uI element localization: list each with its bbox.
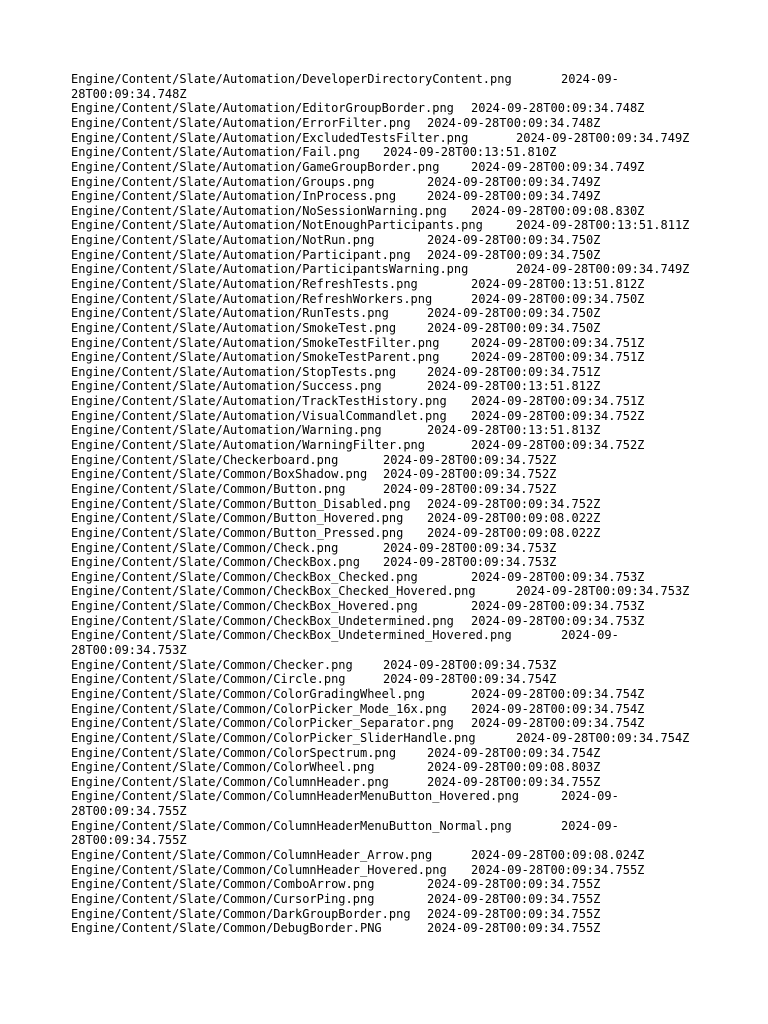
file-timestamp: 2024-09-28T00:09:08.022Z [427, 511, 601, 526]
file-timestamp: 2024-09-28T00:09:34.752Z [471, 408, 645, 423]
file-path: Engine/Content/Slate/Automation/Groups.png [71, 174, 375, 189]
file-path: Engine/Content/Slate/Automation/ExcludedTestsFilter.png [71, 130, 469, 145]
file-path: Engine/Content/Slate/Automation/StopTests.png [71, 364, 397, 379]
file-entry [71, 262, 711, 277]
file-entry [71, 145, 711, 160]
file-timestamp: 2024-09-28T00:09:34.751Z [471, 350, 645, 365]
file-entry [71, 321, 711, 336]
file-entry [71, 555, 711, 570]
file-entry [71, 394, 711, 409]
file-entry [71, 687, 711, 702]
file-path: Engine/Content/Slate/Automation/Success.png [71, 379, 382, 394]
file-path: Engine/Content/Slate/Automation/WarningFilter.png [71, 438, 426, 453]
file-timestamp: 2024-09-28T00:09:34.749Z [471, 159, 645, 174]
file-path: Engine/Content/Slate/Common/CheckBox_Hovered.png [71, 599, 418, 614]
file-entry [71, 614, 711, 629]
file-path: Engine/Content/Slate/Common/CheckBox_Undetermined.png [71, 613, 454, 628]
file-path: Engine/Content/Slate/Automation/InProcess.png [71, 189, 397, 204]
file-entry [71, 599, 711, 614]
file-timestamp: 2024-09-28T00:09:08.024Z [471, 848, 645, 863]
file-entry [71, 482, 711, 497]
file-entry [71, 907, 711, 922]
file-timestamp: 2024-09-28T00:13:51.810Z [383, 145, 557, 160]
file-path: Engine/Content/Slate/Common/ColorWheel.png [71, 760, 375, 775]
file-timestamp: 2024-09-28T00:09:34.755Z [427, 921, 601, 936]
file-path: Engine/Content/Slate/Automation/NotEnoughParticipants.png [71, 218, 483, 233]
file-path: Engine/Content/Slate/Common/CheckBox.png [71, 555, 360, 570]
file-timestamp: 2024-09-28T00:09:34.753Z [383, 657, 557, 672]
file-timestamp: 2024-09-28T00:09:34.753Z [383, 555, 557, 570]
file-entry [71, 204, 711, 219]
file-listing [71, 72, 711, 936]
file-path: Engine/Content/Slate/Automation/RefreshWorkers.png [71, 291, 433, 306]
file-timestamp: 2024-09-28T00:09:34.752Z [471, 438, 645, 453]
file-entry [71, 760, 711, 775]
file-path: Engine/Content/Slate/Common/Button_Disabled.png [71, 496, 411, 511]
file-timestamp: 2024-09-28T00:09:34.748Z [427, 115, 601, 130]
file-entry [71, 292, 711, 307]
file-timestamp: 2024-09-28T00:09:34.752Z [383, 481, 557, 496]
file-entry [71, 716, 711, 731]
file-path: Engine/Content/Slate/Common/Checker.png [71, 657, 353, 672]
file-entry [71, 921, 711, 936]
file-path: Engine/Content/Slate/Automation/ErrorFilter.png [71, 115, 411, 130]
file-timestamp: 2024-09- [561, 628, 619, 643]
file-entry [71, 306, 711, 321]
file-timestamp: 2024-09-28T00:09:34.749Z [427, 174, 601, 189]
file-entry [71, 672, 711, 687]
file-entry [71, 72, 711, 101]
file-timestamp: 2024-09-28T00:09:34.751Z [471, 335, 645, 350]
file-entry [71, 438, 711, 453]
file-path: Engine/Content/Slate/Common/ColorPicker_Mode_16x.png [71, 701, 447, 716]
file-entry [71, 365, 711, 380]
file-path: Engine/Content/Slate/Common/Button.png [71, 481, 346, 496]
file-path: Engine/Content/Slate/Common/BoxShadow.png [71, 467, 368, 482]
file-entry [71, 819, 711, 848]
file-timestamp: 2024-09- [561, 72, 619, 86]
file-timestamp: 2024-09-28T00:09:34.753Z [383, 540, 557, 555]
file-timestamp: 2024-09-28T00:09:34.754Z [516, 730, 690, 745]
file-entry [71, 789, 711, 818]
file-path: Engine/Content/Slate/Checkerboard.png [71, 452, 339, 467]
file-timestamp-continued: 28T00:09:34.755Z [71, 804, 187, 819]
file-entry [71, 336, 711, 351]
file-timestamp: 2024-09-28T00:09:34.753Z [471, 599, 645, 614]
file-entry [71, 409, 711, 424]
file-entry [71, 511, 711, 526]
file-entry [71, 584, 711, 599]
file-entry [71, 702, 711, 717]
file-entry [71, 379, 711, 394]
file-entry [71, 628, 711, 657]
file-timestamp: 2024-09-28T00:09:34.754Z [471, 701, 645, 716]
file-entry [71, 453, 711, 468]
file-timestamp: 2024-09- [561, 789, 619, 804]
file-path: Engine/Content/Slate/Automation/GameGroupBorder.png [71, 159, 440, 174]
file-path: Engine/Content/Slate/Automation/Fail.png [71, 145, 360, 160]
file-timestamp: 2024-09-28T00:13:51.812Z [427, 379, 601, 394]
file-entry [71, 277, 711, 292]
file-timestamp: 2024-09-28T00:09:34.753Z [471, 569, 645, 584]
file-timestamp-continued: 28T00:09:34.755Z [71, 833, 187, 848]
file-entry [71, 658, 711, 673]
file-entry [71, 746, 711, 761]
file-timestamp-continued: 28T00:09:34.748Z [71, 86, 187, 101]
file-timestamp: 2024-09-28T00:09:34.752Z [383, 452, 557, 467]
file-timestamp: 2024-09-28T00:09:34.750Z [427, 320, 601, 335]
file-entry [71, 877, 711, 892]
file-path: Engine/Content/Slate/Common/DebugBorder.PNG [71, 921, 382, 936]
file-path: Engine/Content/Slate/Common/Button_Hovered.png [71, 511, 404, 526]
file-timestamp: 2024-09-28T00:09:34.749Z [516, 130, 690, 145]
file-entry [71, 248, 711, 263]
file-entry [71, 570, 711, 585]
file-timestamp: 2024-09-28T00:13:51.813Z [427, 423, 601, 438]
file-path: Engine/Content/Slate/Common/ColorSpectrum.png [71, 745, 397, 760]
file-entry [71, 775, 711, 790]
file-timestamp: 2024-09-28T00:09:34.750Z [471, 291, 645, 306]
file-path: Engine/Content/Slate/Automation/SmokeTestFilter.png [71, 335, 440, 350]
file-entry [71, 526, 711, 541]
file-entry [71, 423, 711, 438]
file-timestamp: 2024-09-28T00:09:34.750Z [427, 306, 601, 321]
file-path: Engine/Content/Slate/Automation/SmokeTestParent.png [71, 350, 440, 365]
file-timestamp: 2024-09-28T00:09:34.755Z [427, 891, 601, 906]
file-entry [71, 175, 711, 190]
file-path: Engine/Content/Slate/Automation/NotRun.png [71, 233, 375, 248]
file-timestamp: 2024-09-28T00:09:34.752Z [383, 467, 557, 482]
file-timestamp: 2024-09-28T00:09:34.752Z [427, 496, 601, 511]
file-path: Engine/Content/Slate/Common/ColumnHeader_Arrow.png [71, 848, 433, 863]
file-timestamp: 2024-09-28T00:09:34.749Z [427, 189, 601, 204]
file-timestamp: 2024-09-28T00:13:51.811Z [516, 218, 690, 233]
file-path: Engine/Content/Slate/Automation/RunTests.png [71, 306, 389, 321]
file-timestamp: 2024-09-28T00:09:08.022Z [427, 525, 601, 540]
file-timestamp: 2024-09-28T00:09:08.803Z [427, 760, 601, 775]
file-timestamp: 2024-09-28T00:09:34.755Z [427, 774, 601, 789]
file-entry [71, 863, 711, 878]
file-timestamp: 2024-09-28T00:09:08.830Z [471, 203, 645, 218]
file-path: Engine/Content/Slate/Automation/ParticipantsWarning.png [71, 262, 469, 277]
file-timestamp-continued: 28T00:09:34.753Z [71, 643, 187, 657]
file-path: Engine/Content/Slate/Common/ColorPicker_Separator.png [71, 716, 454, 731]
file-path: Engine/Content/Slate/Common/ColumnHeader.png [71, 774, 389, 789]
file-entry [71, 101, 711, 116]
file-path: Engine/Content/Slate/Common/ColumnHeaderMenuButton_Hovered.png [71, 789, 519, 804]
file-entry [71, 160, 711, 175]
file-timestamp: 2024-09-28T00:09:34.753Z [471, 613, 645, 628]
file-path: Engine/Content/Slate/Automation/Participant.png [71, 247, 411, 262]
file-timestamp: 2024-09-28T00:09:34.755Z [471, 862, 645, 877]
file-timestamp: 2024-09-28T00:09:34.751Z [471, 394, 645, 409]
file-path: Engine/Content/Slate/Automation/EditorGroupBorder.png [71, 101, 454, 116]
file-path: Engine/Content/Slate/Common/ColumnHeaderMenuButton_Normal.png [71, 818, 512, 833]
file-path: Engine/Content/Slate/Common/Circle.png [71, 672, 346, 687]
file-timestamp: 2024-09-28T00:13:51.812Z [471, 276, 645, 291]
file-entry [71, 467, 711, 482]
file-path: Engine/Content/Slate/Common/Button_Pressed.png [71, 525, 404, 540]
file-timestamp: 2024-09-28T00:09:34.755Z [427, 877, 601, 892]
file-path: Engine/Content/Slate/Common/CheckBox_Undetermined_Hovered.png [71, 628, 512, 643]
file-path: Engine/Content/Slate/Automation/DeveloperDirectoryContent.png [71, 72, 512, 86]
file-path: Engine/Content/Slate/Common/CheckBox_Checked_Hovered.png [71, 584, 476, 599]
file-timestamp: 2024-09-28T00:09:34.754Z [383, 672, 557, 687]
file-path: Engine/Content/Slate/Automation/TrackTestHistory.png [71, 394, 447, 409]
file-entry [71, 541, 711, 556]
file-timestamp: 2024-09-28T00:09:34.750Z [427, 247, 601, 262]
file-path: Engine/Content/Slate/Automation/VisualCommandlet.png [71, 408, 447, 423]
file-timestamp: 2024-09-28T00:09:34.753Z [516, 584, 690, 599]
file-path: Engine/Content/Slate/Common/ColorGradingWheel.png [71, 686, 426, 701]
file-entry [71, 189, 711, 204]
file-entry [71, 892, 711, 907]
file-timestamp: 2024-09-28T00:09:34.754Z [427, 745, 601, 760]
file-path: Engine/Content/Slate/Common/ColumnHeader_Hovered.png [71, 862, 447, 877]
file-entry [71, 497, 711, 512]
file-entry [71, 116, 711, 131]
file-timestamp: 2024-09-28T00:09:34.748Z [471, 101, 645, 116]
file-path: Engine/Content/Slate/Common/ComboArrow.png [71, 877, 375, 892]
file-timestamp: 2024-09-28T00:09:34.751Z [427, 364, 601, 379]
file-path: Engine/Content/Slate/Automation/SmokeTest.png [71, 320, 397, 335]
file-timestamp: 2024-09-28T00:09:34.750Z [427, 233, 601, 248]
file-path: Engine/Content/Slate/Common/ColorPicker_SliderHandle.png [71, 730, 476, 745]
file-timestamp: 2024-09-28T00:09:34.754Z [471, 686, 645, 701]
file-timestamp: 2024-09-28T00:09:34.755Z [427, 906, 601, 921]
file-entry [71, 350, 711, 365]
file-timestamp: 2024-09- [561, 818, 619, 833]
file-entry [71, 731, 711, 746]
file-entry [71, 218, 711, 233]
file-path: Engine/Content/Slate/Automation/RefreshTests.png [71, 276, 418, 291]
file-entry [71, 848, 711, 863]
file-path: Engine/Content/Slate/Automation/Warning.png [71, 423, 382, 438]
file-path: Engine/Content/Slate/Common/CursorPing.png [71, 891, 375, 906]
file-path: Engine/Content/Slate/Automation/NoSessionWarning.png [71, 203, 447, 218]
file-path: Engine/Content/Slate/Common/DarkGroupBorder.png [71, 906, 411, 921]
file-path: Engine/Content/Slate/Common/Check.png [71, 540, 339, 555]
file-path: Engine/Content/Slate/Common/CheckBox_Checked.png [71, 569, 418, 584]
file-entry [71, 131, 711, 146]
file-timestamp: 2024-09-28T00:09:34.749Z [516, 262, 690, 277]
file-entry [71, 233, 711, 248]
file-timestamp: 2024-09-28T00:09:34.754Z [471, 716, 645, 731]
